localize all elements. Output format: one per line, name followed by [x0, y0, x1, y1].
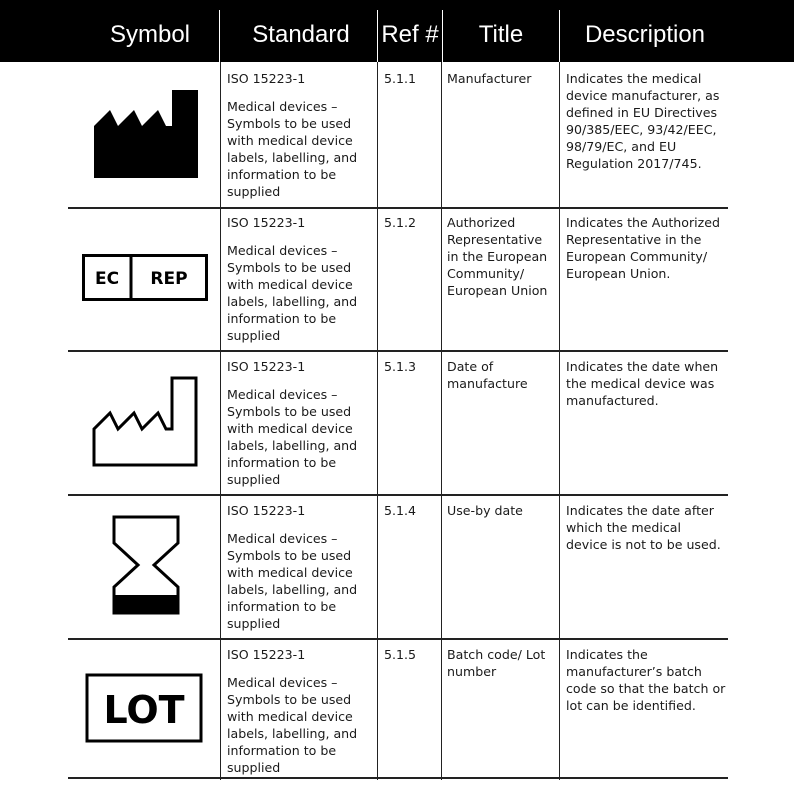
header-ref: Ref #	[381, 21, 439, 48]
description-cell: Indicates the medical device manufacturer, as defined in EU Directives 90/385/EEC, 93/42/EEC, 98/79/EC, and EU Regulation 2017/745.	[566, 71, 720, 171]
date-of-manufacture-icon	[92, 376, 198, 467]
standard-cell: ISO 15223-1 Medical devices – Symbols to be used with medical device labels, labelling, and information to be supplied	[227, 359, 358, 487]
column-divider	[377, 62, 378, 780]
description-cell: Indicates the Authorized Representative in the European Community/ European Union.	[566, 215, 721, 281]
ref-cell: 5.1.4	[384, 503, 417, 518]
use-by-date-icon	[112, 515, 180, 615]
column-divider	[220, 62, 221, 780]
row-divider	[68, 207, 728, 209]
standard-cell: ISO 15223-1 Medical devices – Symbols to be used with medical device labels, labelling, and information to be supplied	[227, 503, 358, 631]
title-cell: Use-by date	[447, 503, 523, 518]
title-cell: Date of manufacture	[447, 359, 528, 391]
title-cell: Authorized Representative in the European Community/ European Union	[447, 215, 548, 298]
standard-cell: ISO 15223-1 Medical devices – Symbols to be used with medical device labels, labelling, and information to be supplied	[227, 647, 358, 775]
ec-rep-icon-right-text: REP	[150, 269, 188, 289]
title-cell: Manufacturer	[447, 71, 532, 86]
row-divider	[68, 638, 728, 640]
ec-rep-icon	[82, 254, 208, 301]
table-header	[0, 0, 794, 62]
header-title: Title	[478, 21, 524, 48]
header-standard: Standard	[252, 21, 350, 48]
ref-cell: 5.1.1	[384, 71, 417, 86]
description-cell: Indicates the date after which the medical device is not to be used.	[566, 503, 721, 552]
row-divider	[68, 777, 728, 779]
description-cell: Indicates the date when the medical device was manufactured.	[566, 359, 719, 408]
column-divider	[441, 62, 442, 780]
description-cell: Indicates the manufacturer’s batch code so that the batch or lot can be identified.	[566, 647, 726, 713]
title-cell: Batch code/ Lot number	[447, 647, 546, 679]
header-symbol: Symbol	[109, 21, 191, 48]
row-divider	[68, 494, 728, 496]
ref-cell: 5.1.5	[384, 647, 417, 662]
column-divider	[559, 62, 560, 780]
ref-cell: 5.1.3	[384, 359, 417, 374]
standard-cell: ISO 15223-1 Medical devices – Symbols to be used with medical device labels, labelling, and information to be supplied	[227, 71, 358, 199]
header-description: Description	[584, 21, 706, 48]
row-divider	[68, 350, 728, 352]
manufacturer-icon	[92, 88, 200, 180]
lot-icon	[85, 673, 203, 743]
ec-rep-icon-left-text: EC	[94, 269, 120, 289]
standard-cell: ISO 15223-1 Medical devices – Symbols to be used with medical device labels, labelling, and information to be supplied	[227, 215, 358, 343]
lot-icon-text: LOT	[103, 688, 185, 732]
ref-cell: 5.1.2	[384, 215, 417, 230]
